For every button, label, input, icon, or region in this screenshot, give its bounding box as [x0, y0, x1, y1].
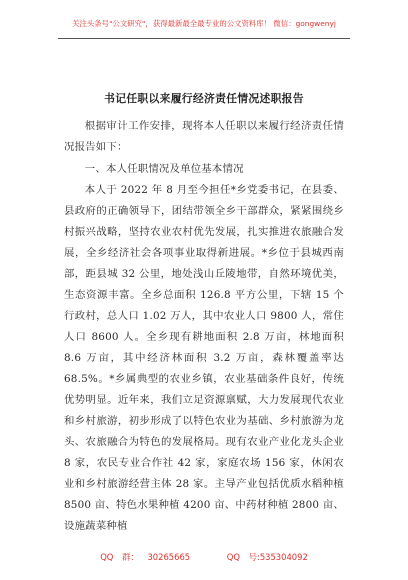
footer-qq-group: QQ 群： 30265665 [100, 552, 191, 562]
document-body [64, 116, 344, 537]
body-paragraph: 本人于 2022 年 8 月至今担任*乡党委书记，在县委、县政府的正确领导下，团结带领全乡干部群众，紧紧围绕乡村振兴战略，坚持农业农村优先发展，扎实推进农旅融合发展，全乡经济社会各项事业取得新进展。*乡位于县城西南部，距县城 32 公里，地处浅山丘陵地带，自然环境优美，生态资源丰富。全乡总面积 126.8 平方公里，下辖 15 个行政村，总人口 1.02 万人，其中农业人口 9800 人，常住人口 8600 人。全乡现有耕地面积 2.8 万亩，林地面积 8.6 万亩，其中经济林面积 3.2 万亩，森林覆盖率达 68.5%。*乡属典型的农业乡镇，农业基础条件良好，传统优势明显。近年来，我们立足资源禀赋，大力发展现代农业和乡村旅游，初步形成了以特色农业为基础、乡村旅游为龙头、农旅融合为特色的发展格局。现有农业产业化龙头企业 8 家，农民专业合作社 42 家，家庭农场 156 家，休闲农业和乡村旅游经营主体 28 家。主导产业包括优质水稻种植 8500 亩、特色水果种植 4200 亩、中药材种植 2800 亩、设施蔬菜种植 [64, 184, 344, 532]
intro-paragraph: 根据审计工作安排，现将本人任职以来履行经济责任情况报告如下： [64, 120, 344, 153]
header-divider [58, 38, 350, 39]
footer-qq-number: QQ 号:535304092 [226, 552, 308, 562]
document-title: 书记任职以来履行经济责任情况述职报告 [104, 92, 304, 105]
section-heading: 一、本人任职情况及单位基本情况 [84, 163, 244, 175]
footer-contact [0, 551, 408, 563]
header-banner: 关注头条号"公文研究"，获得最新最全最专业的公文资料库！ 微信：gongwenyj [72, 19, 336, 28]
